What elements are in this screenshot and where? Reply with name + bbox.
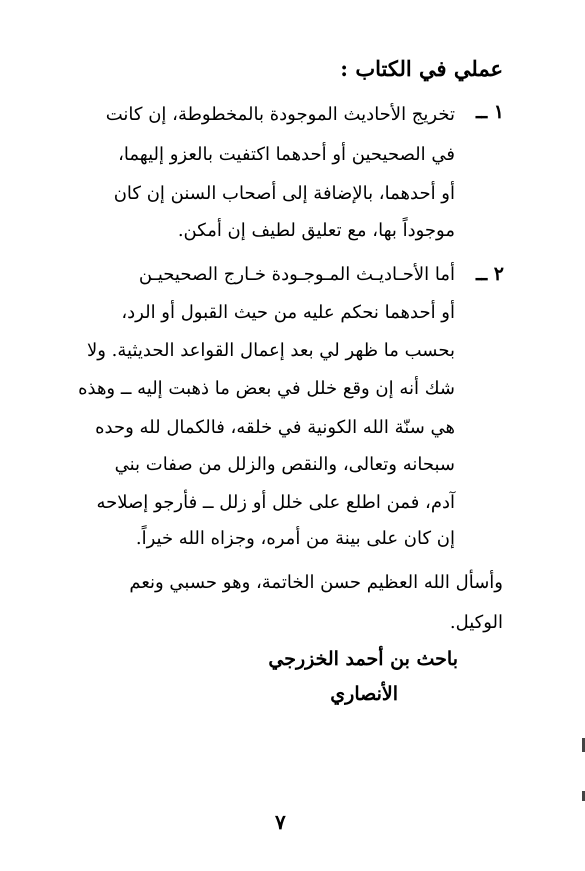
closing-line-2: الوكيل. bbox=[449, 612, 503, 633]
item-1-line-4: موجوداً بها، مع تعليق لطيف إن أمكن. bbox=[177, 220, 455, 241]
item-2-line-6: سبحانه وتعالى، والنقص والزلل من صفات بني bbox=[114, 454, 455, 475]
item-2-line-2: أو أحدهما نحكم عليه من حيث القبول أو الرد، bbox=[121, 302, 455, 323]
closing-line-1: وأسأل الله العظيم حسن الخاتمة، وهو حسبي ونعم bbox=[129, 572, 503, 593]
item-2-line-7: آدم، فمن اطلع على خلل أو زلل ــ فأرجو إصلاحه bbox=[96, 492, 455, 513]
item-2-line-3: بحسب ما ظهر لي بعد إعمال القواعد الحديثية. ولا bbox=[87, 340, 455, 361]
item-number-1: ١ ــ bbox=[476, 101, 504, 123]
item-1-line-1: تخريج الأحاديث الموجودة بالمخطوطة، إن كانت bbox=[105, 104, 455, 125]
item-1-line-3: أو أحدهما، بالإضافة إلى أصحاب السنن إن كان bbox=[113, 183, 455, 204]
item-2-line-4: شك أنه إن وقع خلل في بعض ما ذهبت إليه ــ وهذه bbox=[78, 378, 455, 399]
section-heading: عملي في الكتاب : bbox=[340, 56, 503, 81]
item-2-line-1: أما الأحـاديـث المـوجـودة خـارج الصحيحيـن bbox=[138, 264, 455, 285]
item-2-line-8: إن كان على بينة من أمره، وجزاه الله خيراً. bbox=[135, 528, 455, 549]
page-number: ٧ bbox=[275, 810, 286, 834]
author-signature-name: باحث بن أحمد الخزرجي bbox=[268, 648, 458, 670]
item-number-2: ٢ ــ bbox=[476, 263, 504, 285]
item-2-line-5: هي سنّة الله الكونية في خلقه، فالكمال لله وحده bbox=[95, 417, 455, 438]
item-1-line-2: في الصحيحين أو أحدهما اكتفيت بالعزو إليهما، bbox=[118, 144, 455, 165]
author-signature-nisba: الأنصاري bbox=[330, 683, 398, 705]
